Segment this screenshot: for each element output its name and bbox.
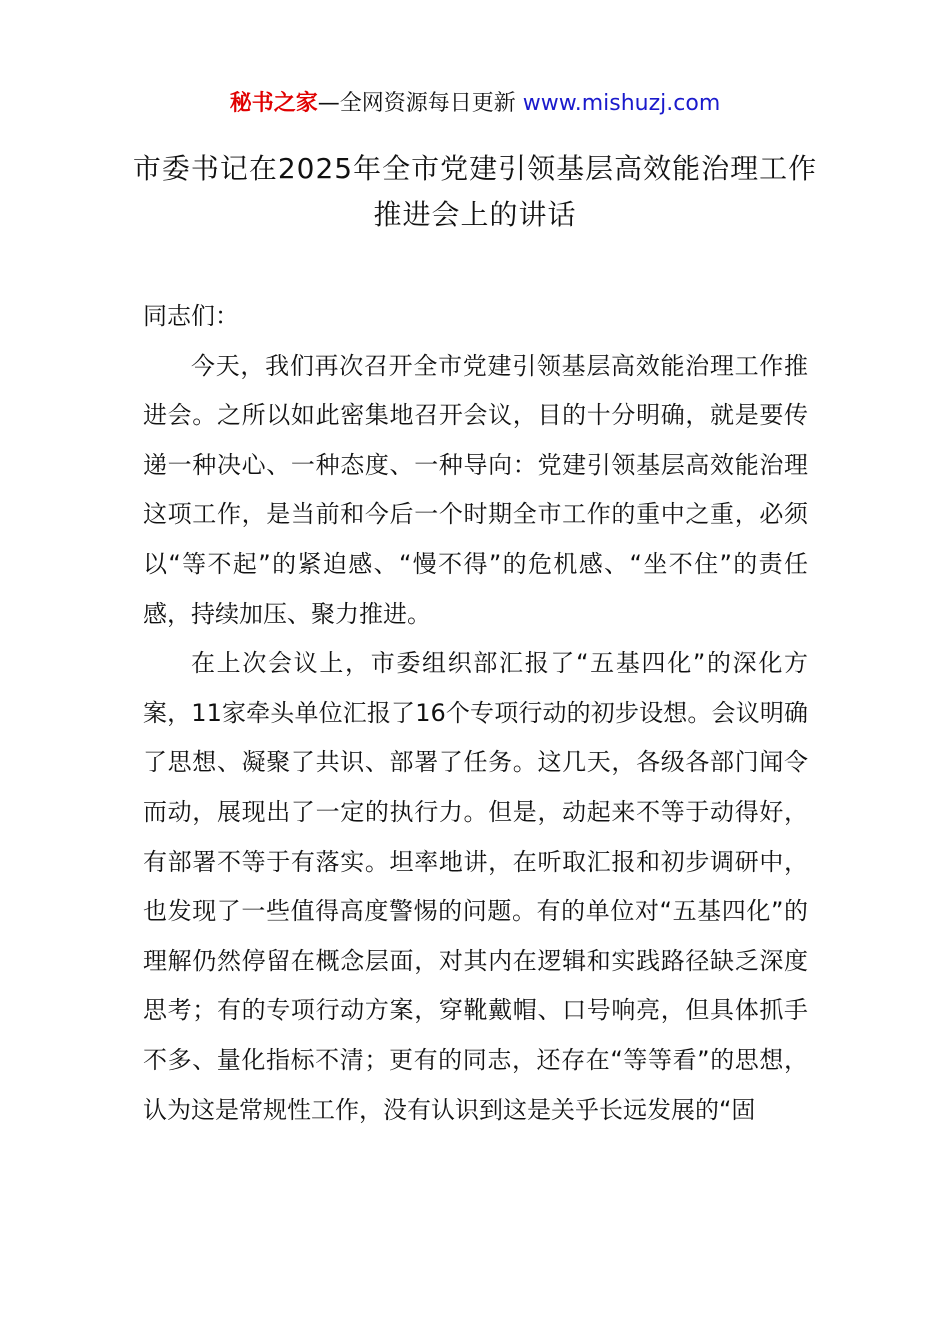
salutation: 同志们： xyxy=(143,302,239,330)
brand-name: 秘书之家 xyxy=(229,91,318,116)
document-title: 市委书记在2025年全市党建引领基层高效能治理工作推进会上的讲话 xyxy=(132,152,818,231)
header-tagline: —全网资源每日更新 xyxy=(317,91,523,116)
paragraph: 今天，我们再次召开全市党建引领基层高效能治理工作推进会。之所以如此密集地召开会议，目的十分明确，就是要传递一种决心、一种态度、一种导向：党建引领基层高效能治理这项工作，是当前和今后一个时期全市工作的重中之重，必须以“等不起”的紧迫感、“慢不得”的危机感、“坐不住”的责任感，持续加压、聚力推进。 xyxy=(143,351,808,628)
paragraph: 在上次会议上，市委组织部汇报了“五基四化”的深化方案，11家牵头单位汇报了16个专项行动的初步设想。会议明确了思想、凝聚了共识、部署了任务。这几天，各级各部门闻令而动，展现出了一定的执行力。但是，动起来不等于动得好，有部署不等于有落实。坦率地讲，在听取汇报和初步调研中，也发现了一些值得高度警惕的问题。有的单位对“五基四化”的理解仍然停留在概念层面，对其内在逻辑和实践路径缺乏深度思考；有的专项行动方案，穿靴戴帽、口号响亮，但具体抓手不多、量化指标不清；更有的同志，还存在“等等看”的思想，认为这是常规性工作，没有认识到这是关乎长远发展的“固 xyxy=(143,649,808,1124)
site-header xyxy=(0,88,950,120)
document-body xyxy=(143,292,808,1135)
site-url[interactable]: www.mishuzj.com xyxy=(522,91,721,116)
